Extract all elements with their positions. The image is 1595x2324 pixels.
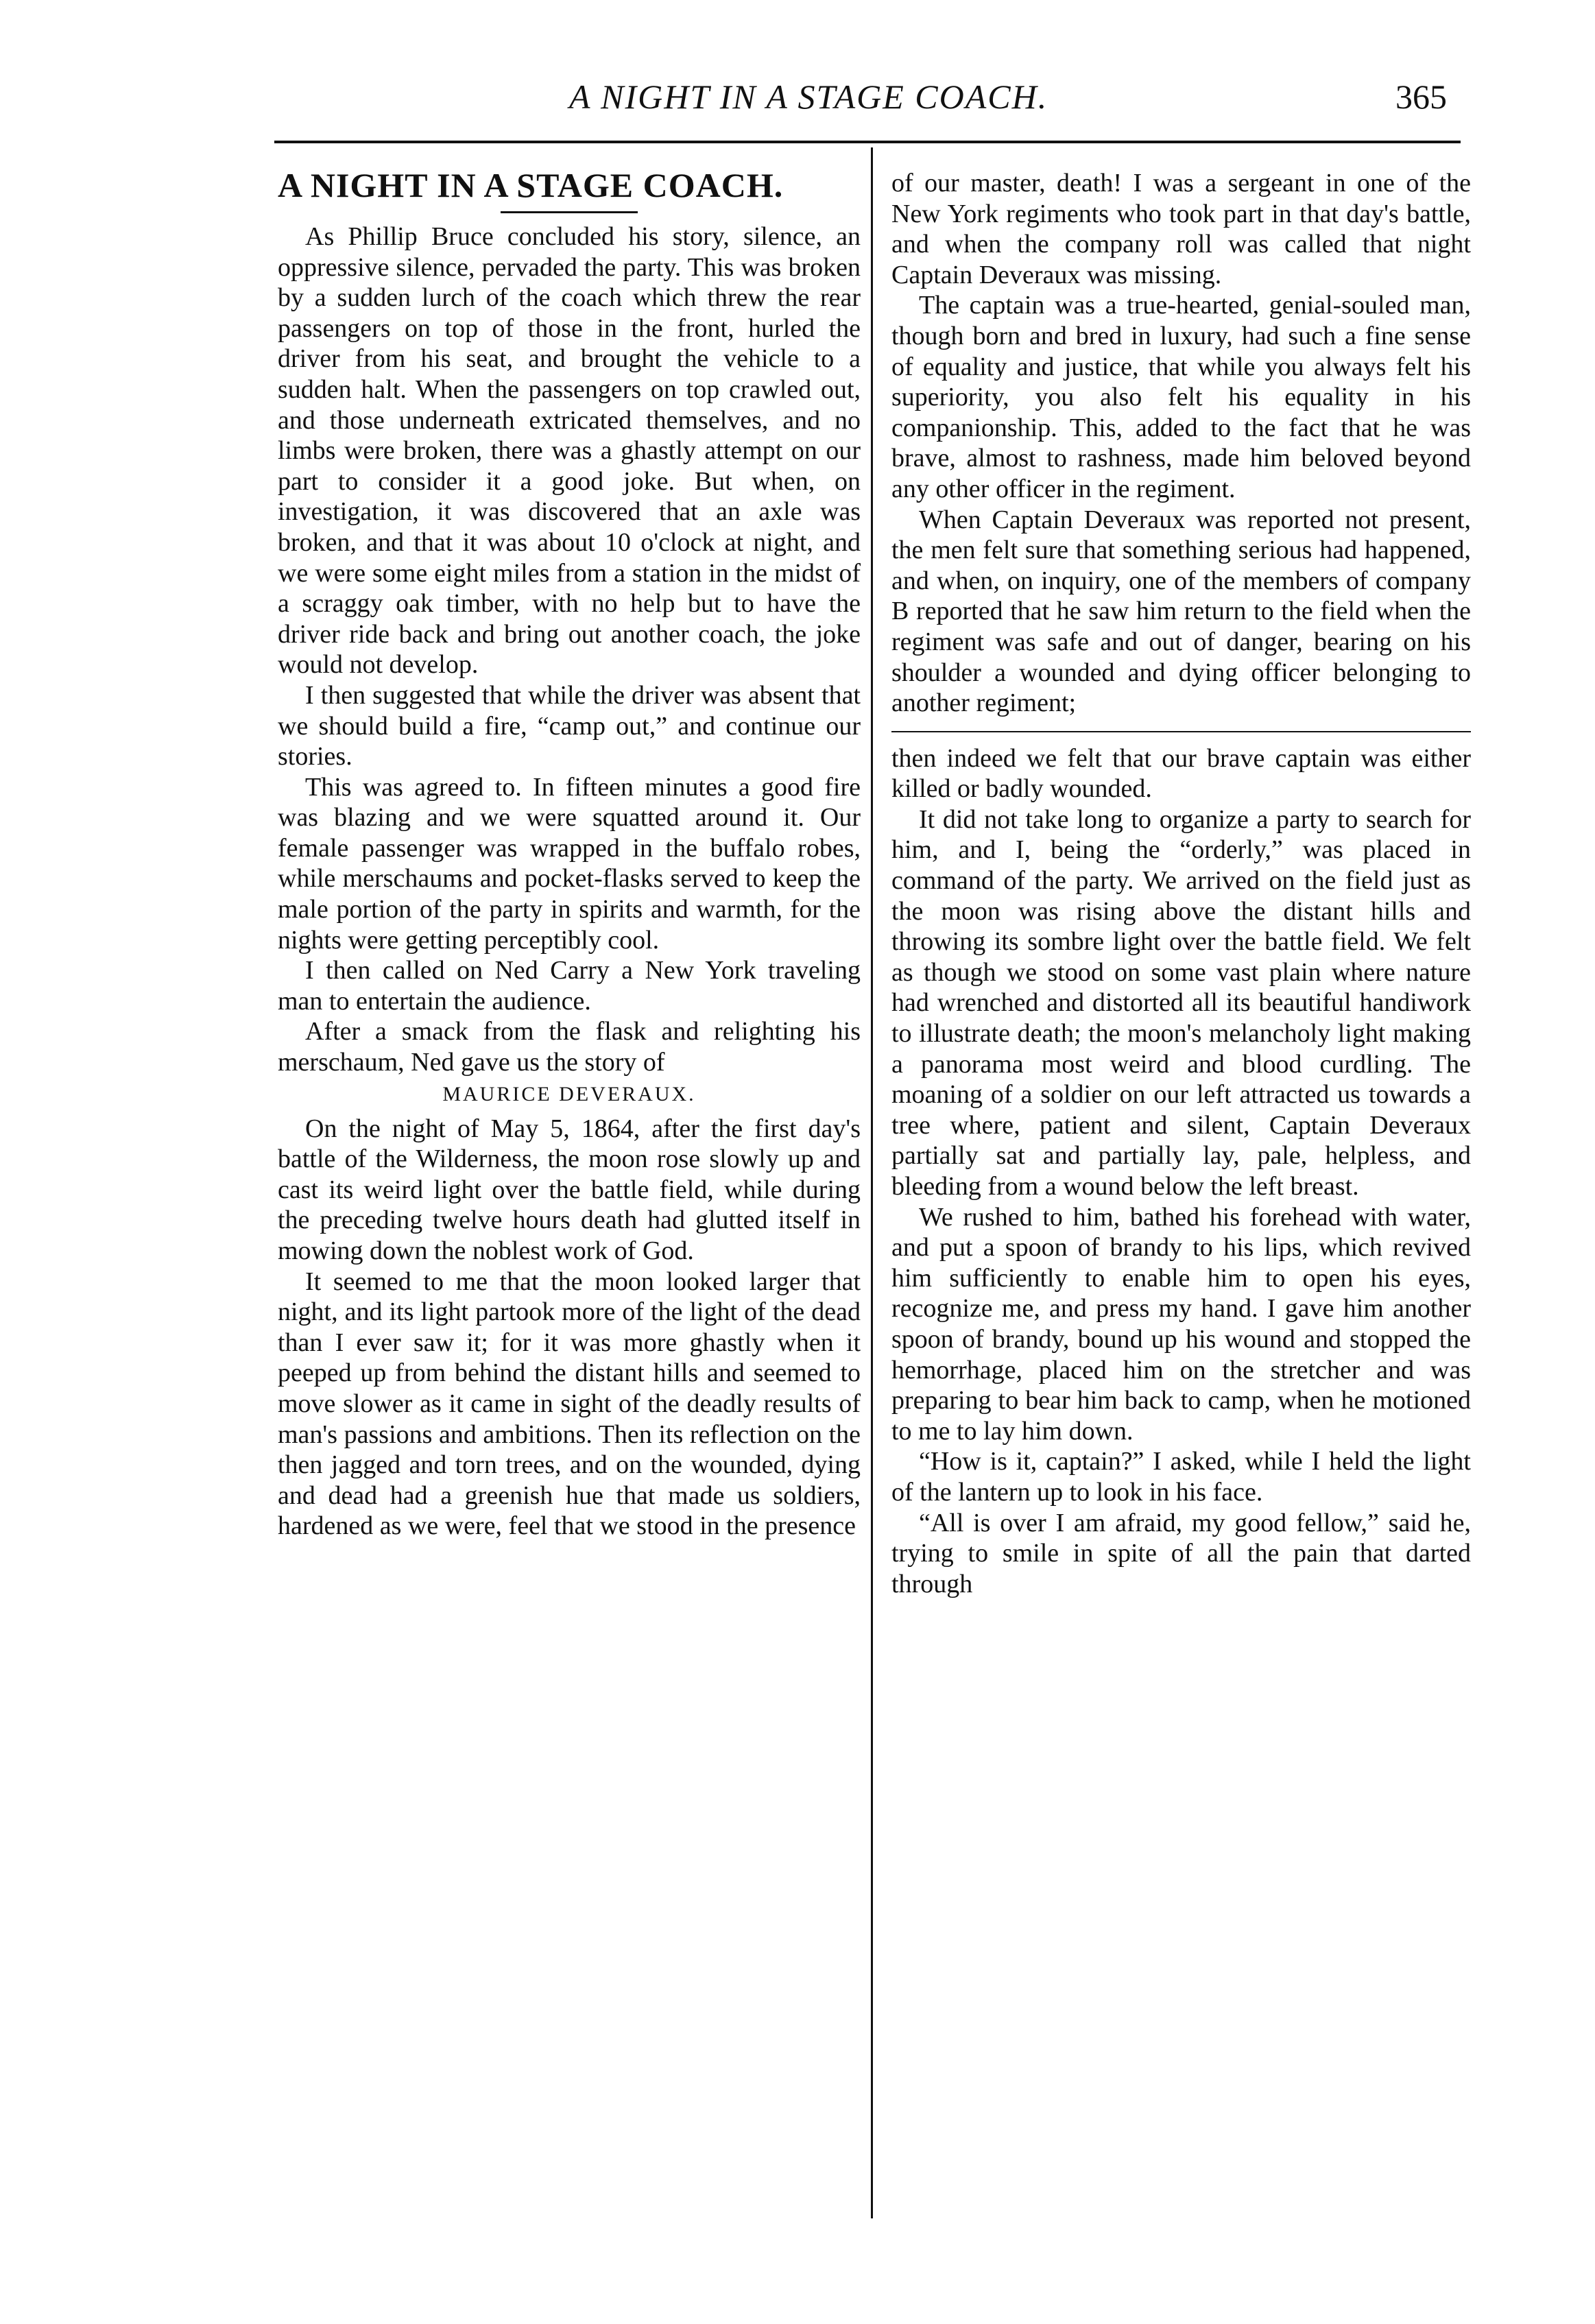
paragraph: I then suggested that while the driver was absent that we should build a fire, “camp out,” and continue our stories. xyxy=(278,680,861,771)
paragraph: As Phillip Bruce concluded his story, silence, an oppressive silence, pervaded the party. This was broken by a sudden lurch of the coach which threw the rear passengers on top of those in the front, hurled the driver from his seat, and brought the vehicle to a sudden halt. When the passengers on top crawled out, and those underneath extricated themselves, and no limbs were broken, there was a ghastly attempt on our part to consider it a good joke. But when, on investigation, it was discovered that an axle was broken, and that it was about 10 o'clock at night, and we were some eight miles from a station in the midst of a scraggy oak timber, with no help but to have the driver ride back and bring out another coach, the joke would not develop. xyxy=(278,222,861,680)
paragraph: “All is over I am afraid, my good fellow,” said he, trying to smile in spite of all the pain that darted through xyxy=(891,1508,1471,1598)
story-heading: MAURICE DEVERAUX. xyxy=(442,1082,696,1105)
right-column xyxy=(891,168,1471,1599)
paragraph: When Captain Deveraux was reported not present, the men felt sure that something serious had happened, and when, on inquiry, one of the members of company B reported that he saw him return to the field when the regiment was safe and out of danger, bearing on his shoulder a wounded and dying officer belonging to another regiment; xyxy=(891,505,1471,718)
paragraph: “How is it, captain?” I asked, while I held the light of the lantern up to look in his face. xyxy=(891,1447,1471,1507)
paragraph: This was agreed to. In fifteen minutes a good fire was blazing and we were squatted around it. Our female passenger was wrapped in the buffalo robes, while merschaums and pocket-flasks served to keep the male portion of the party in spirits and warmth, for the nights were getting perceptibly cool. xyxy=(278,772,861,955)
page-number: 365 xyxy=(1395,77,1447,116)
title-rule xyxy=(501,211,638,213)
paragraph: I then called on Ned Carry a New York traveling man to entertain the audience. xyxy=(278,956,861,1016)
header-rule xyxy=(274,141,1461,143)
paragraph: It did not take long to organize a party to search for him, and I, being the “orderly,” was placed in command of the party. We arrived on the field just as the moon was rising above the distant hills and throwing its sombre light over the battle field. We felt as though we stood on some vast plain where nature had wrenched and distorted all its beautiful handiwork to illustrate death; the moon's melancholy light making a panorama most weird and blood curdling. The moaning of a soldier on our left attracted us towards a tree where, patient and silent, Captain Deveraux partially sat and partially lay, pale, helpless, and bleeding from a wound below the left breast. xyxy=(891,804,1471,1201)
paragraph: of our master, death! I was a sergeant in one of the New York regiments who took part in that day's battle, and when the company roll was called that night Captain Deveraux was missing. xyxy=(891,169,1471,289)
paragraph: We rushed to him, bathed his forehead with water, and put a spoon of brandy to his lips, which revived him sufficiently to enable him to open his eyes, recognize me, and press my hand. I gave him another spoon of brandy, bound up his wound and stopped the hemorrhage, placed him on the stretcher and was preparing to bear him back to camp, when he motioned to me to lay him down. xyxy=(891,1202,1471,1446)
paragraph: After a smack from the flask and relighting his merschaum, Ned gave us the story of xyxy=(278,1017,861,1077)
section-rule xyxy=(891,731,1471,732)
column-divider xyxy=(871,147,873,2218)
paragraph: It seemed to me that the moon looked larger that night, and its light partook more of the light of the dead than I ever saw it; for it was more ghastly when it peeped up from behind the distant hills and seemed to move slower as it came in sight of the deadly results of man's passions and ambitions. Then its reflection on the then jagged and torn trees, and on the wounded, dying and dead had a greenish hue that made us soldiers, hardened as we were, feel that we stood in the presence xyxy=(278,1267,861,1541)
article-title: A NIGHT IN A STAGE COACH. xyxy=(278,166,784,204)
left-column xyxy=(278,165,861,1542)
paragraph: then indeed we felt that our brave captain was either killed or badly wounded. xyxy=(891,743,1471,804)
page-header xyxy=(274,77,1461,132)
paragraph: The captain was a true-hearted, genial-souled man, though born and bred in luxury, had such a fine sense of equality and justice, that while you always felt his superiority, you also felt his equality in his companionship. This, added to the fact that he was brave, almost to rashness, made him beloved beyond any other officer in the regiment. xyxy=(891,291,1471,503)
paragraph: On the night of May 5, 1864, after the first day's battle of the Wilderness, the moon rose slowly up and cast its weird light over the battle field, while during the preceding twelve hours death had glutted itself in mowing down the noblest work of God. xyxy=(278,1114,861,1265)
running-title: A NIGHT IN A STAGE COACH. xyxy=(569,77,1048,116)
